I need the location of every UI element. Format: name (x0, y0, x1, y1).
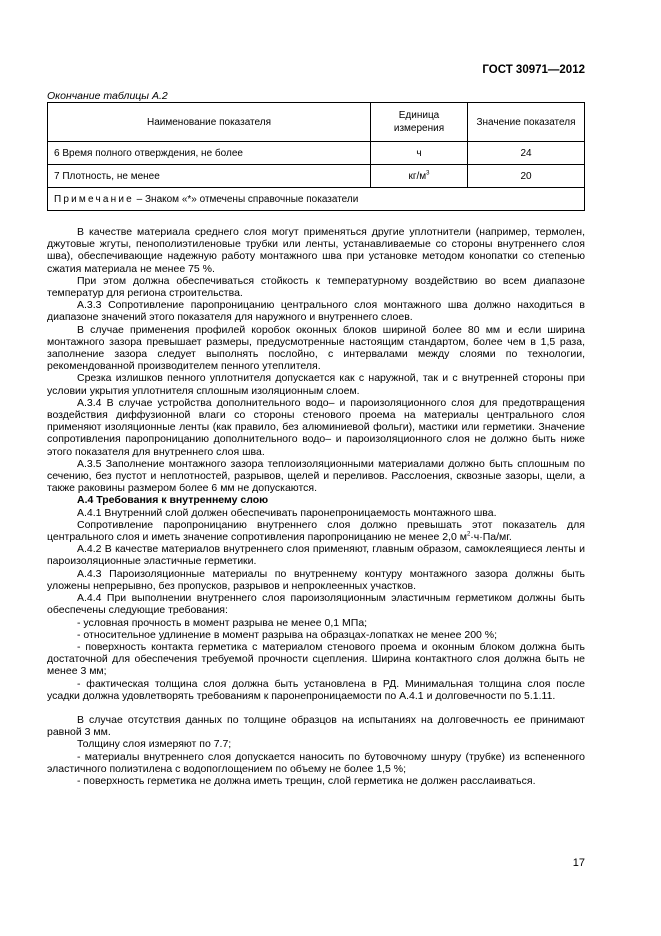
list-item: - материалы внутреннего слоя допускается наносить по бутовочному шнуру (трубке) из вспененного эластичного полиэтилена с водопоглощением по объему не более 1,5 %; (47, 750, 585, 775)
paragraph-resistance: Сопротивление паропроницанию внутреннего слоя должно превышать этот показатель для центрального слоя и иметь значение сопротивления паропроницанию не менее 2,0 $м^2\cdot ч\cdot Па/мг$. (47, 518, 585, 544)
col-header-value: Значение показателя (468, 103, 585, 142)
row-name: 6 Время полного отверждения, не более (48, 142, 371, 165)
row-unit: ч (371, 142, 468, 165)
page-number: 17 (572, 857, 585, 869)
note-text: – Знаком «*» отмечены справочные показатели (133, 193, 359, 205)
table-note-row (48, 188, 585, 211)
table-row (48, 142, 585, 165)
standard-code: ГОСТ 30971—2012 (482, 64, 585, 76)
col-header-unit: Единица измерения (371, 103, 468, 142)
paragraph: А.3.4 В случае устройства дополнительного водо– и пароизоляционного слоя для предотвращения воздействия диффузионной влаги со стороны стенового проема на материалы центрального слоя применяют изоляционные ленты (как правило, без алюминиевой фольги), мастики или герметики. Значение сопротивления паропроницанию дополнительного водо– и пароизоляционного слоя не должно быть ниже этого показателя для внутреннего слоя шва. (47, 396, 585, 458)
paragraph: А.4.3 Пароизоляционные материалы по внутреннему контуру монтажного зазора должны быть уложены непрерывно, без пропусков, разрывов и непроклеенных участков. (47, 567, 585, 592)
paragraph: А.3.3 Сопротивление паропроницанию центрального слоя монтажного шва должно находиться в диапазоне значений этого показателя для наружного и внутреннего слоев. (47, 299, 585, 324)
list-item: - поверхность герметика не должна иметь трещин, слой герметика не должен расслаиваться. (77, 774, 536, 787)
list-item: - поверхность контакта герметика с материалом стенового проема и оконным блоком должна быть достаточной для обеспечения требуемой прочности сцепления. Ширина контактного слоя должна быть не менее 3 мм; (47, 640, 585, 678)
body-text (47, 226, 585, 787)
paragraph: Толщину слоя измеряют по 7.7; (77, 738, 232, 751)
paragraph: В случае применения профилей коробок оконных блоков шириной более 80 мм и если ширина монтажного зазора превышает размеры, предусмотренные настоящим стандартом, более чем в 1,5 раза, заполнение зазора следует выполнять послойно, с интервалами между слоями по технологии, рекомендованной производителем пенного утеплителя. (47, 323, 585, 373)
paragraph: В случае отсутствия данных по толщине образцов на испытаниях на долговечность ее принимают равной 3 мм. (47, 713, 585, 739)
paragraph: Срезка излишков пенного уплотнителя допускается как с наружной, так и с внутренней стороны при условии укрытия уплотнителя сплошным изоляционным слоем. (47, 372, 585, 397)
table-row (48, 165, 585, 188)
section-heading: А.4 Требования к внутреннему слою (77, 494, 269, 507)
table-header-row (48, 103, 585, 142)
list-item: - фактическая толщина слоя должна быть установлена в РД. Минимальная толщина слоя после усадки должна удовлетворять требованиям к паронепроницаемости по А.4.1 и долговечности по 5.1.11. (47, 677, 585, 702)
row-name: 7 Плотность, не менее (48, 165, 371, 188)
paragraph: А.4.2 В качестве материалов внутреннего слоя применяют, главным образом, самоклеящиеся ленты и пароизоляционные эластичные герметики. (47, 543, 585, 568)
paragraph: А.4.1 Внутренний слой должен обеспечивать паронепроницаемость монтажного шва. (77, 506, 497, 519)
note-label: Примечание (54, 193, 134, 205)
paragraph: При этом должна обеспечиваться стойкость к температурному воздействию во всем диапазоне температур для региона строительства. (47, 274, 585, 300)
paragraph: В качестве материала среднего слоя могут применяться другие уплотнители (например, термолен, джутовые жгуты, пенополиэтиленовые трубки или ленты, устанавливаемые со стороны внутреннего слоя шва), обеспечивающие надежную работу монтажного шва при установке методом конопатки со степенью сжатия материала не менее 75 %. (47, 226, 585, 275)
table-note (48, 188, 585, 211)
spec-table (47, 102, 585, 211)
row-value: 20 (468, 165, 585, 188)
col-header-name: Наименование показателя (48, 103, 371, 142)
list-item: - относительное удлинение в момент разрыва на образцах-лопатках не менее 200 %; (77, 628, 498, 641)
paragraph: А.3.5 Заполнение монтажного зазора теплоизоляционными материалами должно быть сплошным по сечению, без пустот и неплотностей, разрывов, щелей и переливов. Расслоения, сквозные зазоры, щели, а также раковины размером более 6 мм не допускаются. (47, 457, 585, 495)
row-unit: $кг/м^3$ (371, 165, 468, 188)
spacer (47, 702, 585, 714)
paragraph: А.4.4 При выполнении внутреннего слоя пароизоляционным эластичным герметиком должны быть обеспечены следующие требования: (47, 592, 585, 617)
table-caption: Окончание таблицы А.2 (47, 90, 168, 102)
list-item: - условная прочность в момент разрыва не менее 0,1 МПа; (77, 616, 368, 629)
row-value: 24 (468, 142, 585, 165)
